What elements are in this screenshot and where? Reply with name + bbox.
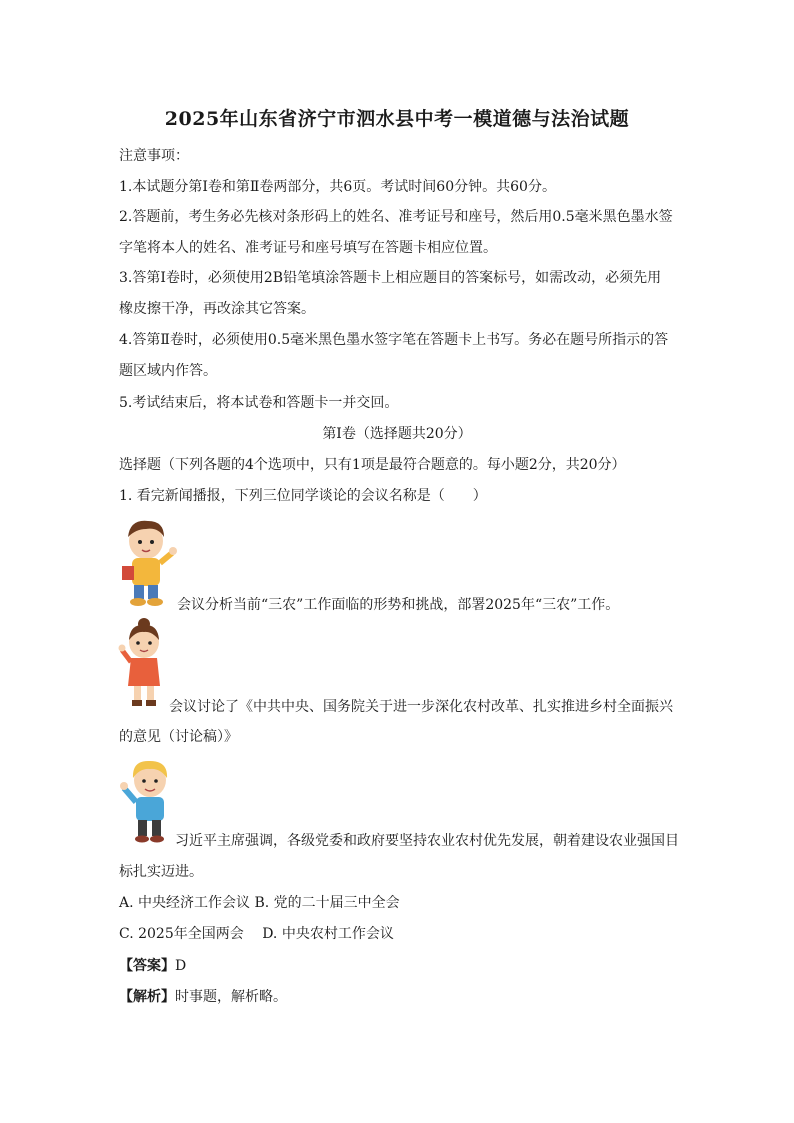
speech-3-line-2: 标扎实迈进。	[119, 864, 203, 880]
analysis-value: 时事题，解析略。	[175, 989, 287, 1005]
notice-item-1: 1.本试题分第Ⅰ卷和第Ⅱ卷两部分，共6页。考试时间60分钟。共60分。	[119, 179, 556, 195]
boy-student-illustration	[118, 513, 178, 608]
answer-line	[119, 956, 679, 976]
notice-item-3-line-1: 3.答第Ⅰ卷时，必须使用2B铅笔填涂答题卡上相应题目的答案标号，如需改动，必须先用	[119, 270, 662, 286]
notice-item-2-line-1: 2.答题前，考生务必先核对条形码上的姓名、准考证号和座号，然后用0.5毫米黑色墨水签	[119, 209, 673, 225]
notice-heading: 注意事项：	[119, 148, 189, 164]
notice-item-4-line-2: 题区域内作答。	[119, 363, 217, 379]
answer-value: D	[175, 958, 187, 974]
notice-item-3-line-2: 橡皮擦干净，再改涂其它答案。	[119, 301, 315, 317]
options-line-1: A. 中央经济工作会议 B. 党的二十届三中全会	[119, 895, 400, 911]
speech-2-line-2: 的意见（讨论稿）》	[119, 729, 238, 745]
speech-2-line-1: 会议讨论了《中共中央、国务院关于进一步深化农村改革、扎实推进乡村全面振兴	[169, 699, 673, 715]
section-heading: 第Ⅰ卷（选择题共20分）	[322, 426, 472, 442]
speech-1: 会议分析当前“三农”工作面临的形势和挑战，部署2025年“三农”工作。	[177, 597, 620, 613]
girl-student-illustration	[118, 616, 168, 708]
analysis-line	[119, 987, 679, 1007]
analysis-label: 【解析】	[119, 989, 175, 1005]
notice-item-5: 5.考试结束后，将本试卷和答题卡一并交回。	[119, 395, 399, 411]
section-instruction: 选择题（下列各题的4个选项中，只有1项是最符合题意的。每小题2分，共20分）	[119, 457, 626, 473]
page-title: 2025年山东省济宁市泗水县中考一模道德与法治试题	[164, 108, 630, 130]
notice-item-4-line-1: 4.答第Ⅱ卷时，必须使用0.5毫米黑色墨水签字笔在答题卡上书写。务必在题号所指示的答	[119, 332, 669, 348]
notice-item-2-line-2: 字笔将本人的姓名、准考证号和座号填写在答题卡相应位置。	[119, 240, 497, 256]
speech-3-line-1: 习近平主席强调，各级党委和政府要坚持农业农村优先发展，朝着建设农业强国目	[175, 833, 679, 849]
answer-label: 【答案】	[119, 958, 175, 974]
question-stem: 1. 看完新闻播报，下列三位同学谈论的会议名称是（ ）	[119, 488, 487, 504]
options-line-2: C. 2025年全国两会 D. 中央农村工作会议	[119, 926, 394, 942]
blonde-boy-illustration	[118, 756, 176, 844]
